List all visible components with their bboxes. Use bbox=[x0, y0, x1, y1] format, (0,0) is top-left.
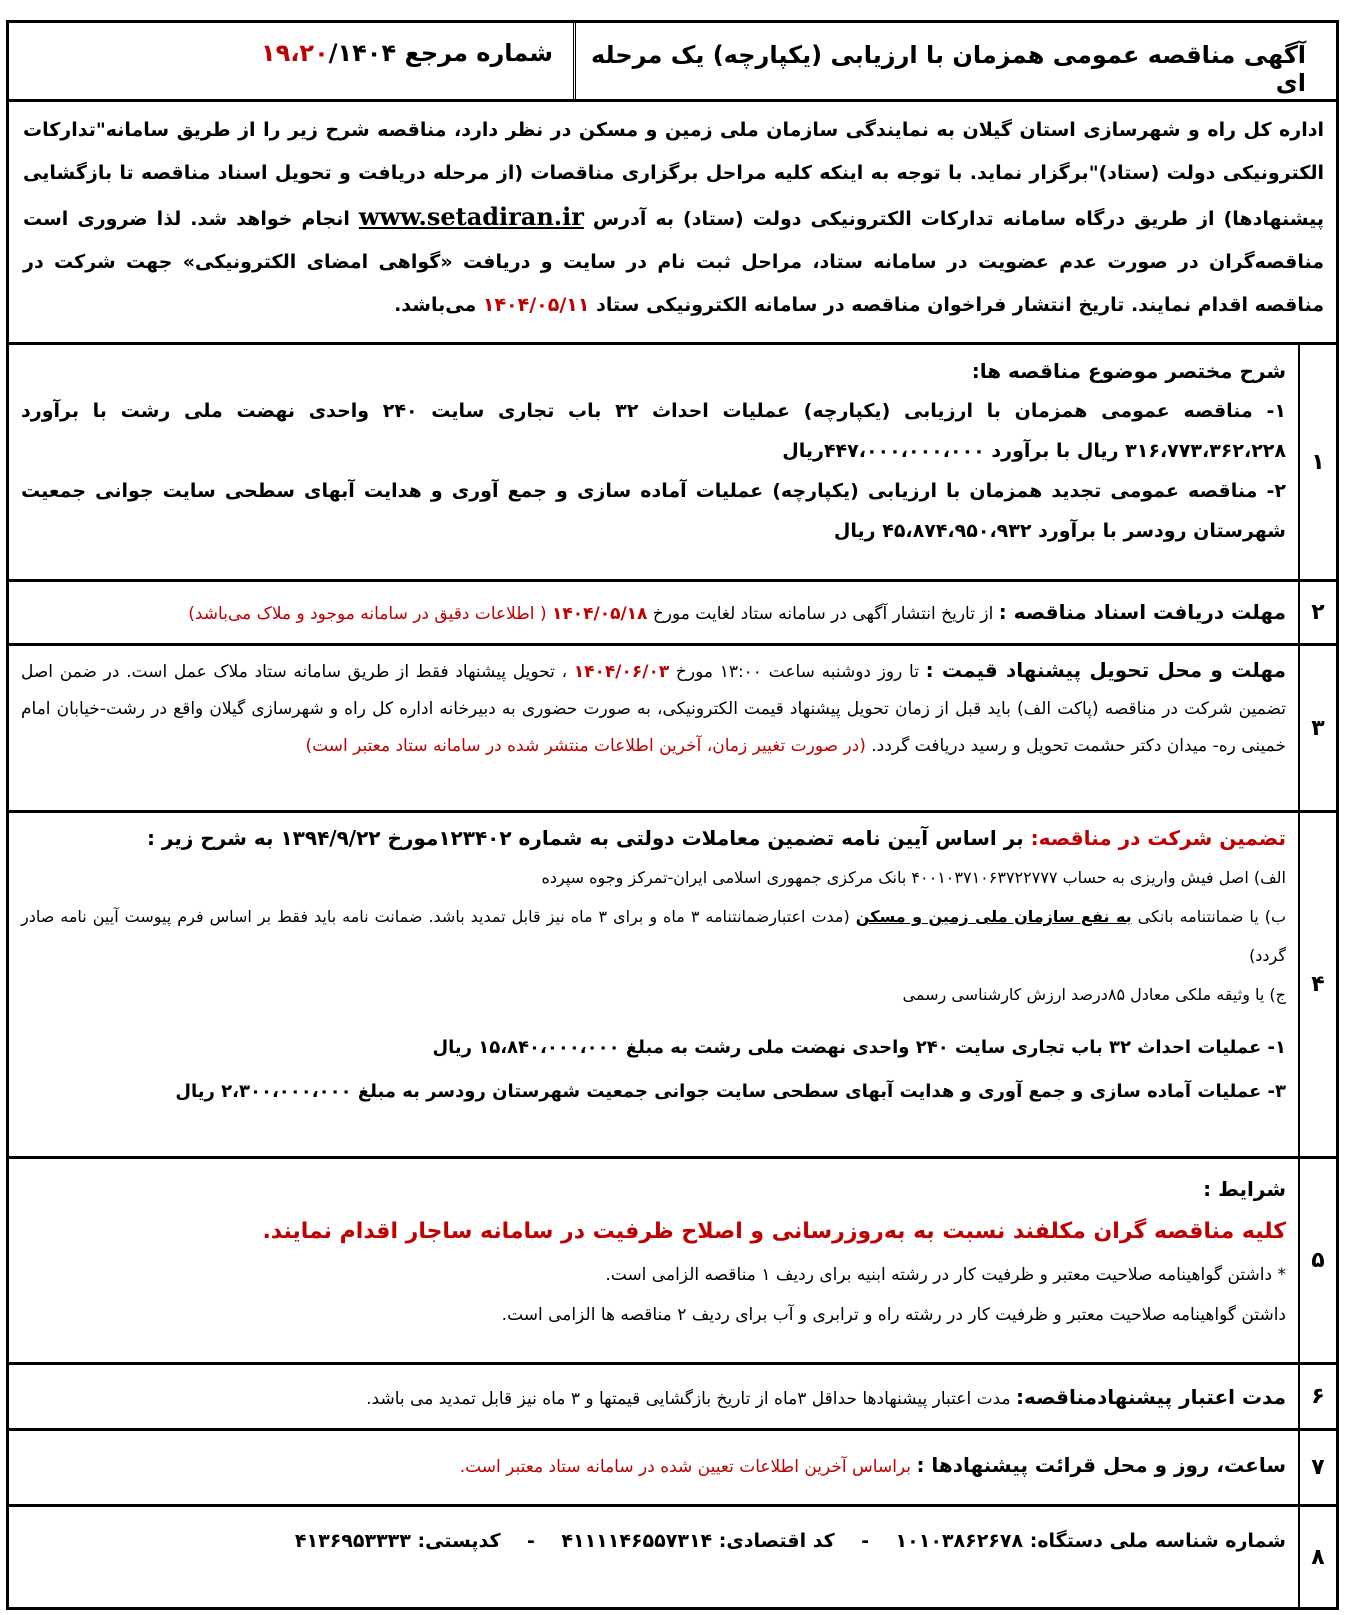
ref-year: /۱۴۰۴ bbox=[328, 39, 397, 67]
row-number: ۸ bbox=[1298, 1507, 1336, 1607]
option-b-start: ب) یا ضمانتنامه بانکی bbox=[1137, 907, 1287, 926]
row-number: ۷ bbox=[1298, 1431, 1336, 1504]
row-8-identifiers bbox=[9, 1507, 1336, 1607]
submission-details: ، تحویل پیشنهاد فقط از طریق سامانه ستاد ملاک عمل است. در ضمن اصل تضمین شرکت در مناقصه (پاکت الف) باید قبل از زمان تحویل پیشنهاد قیمت الکترونیکی، به صورت حضوری به دبیرخانه اداره کل راه و شهرسازی گیلان واقع در رشت-خیابان امام خمینی ره- میدان دکتر حشمت تحویل و رسید دریافت گردد. bbox=[21, 662, 1286, 756]
row-number: ۵ bbox=[1298, 1159, 1336, 1362]
row-6-validity bbox=[9, 1365, 1336, 1431]
submission-text: تا روز دوشنبه ساعت ۱۳:۰۰ مورخ bbox=[675, 662, 919, 682]
row-label: مهلت دریافت اسناد مناقصه : bbox=[998, 600, 1286, 624]
guarantee-basis: بر اساس آیین نامه تضمین معاملات دولتی به شماره ۱۲۳۴۰۲مورخ ۱۳۹۴/۹/۲۲ به شرح زیر : bbox=[146, 826, 1024, 850]
row-number: ۱ bbox=[1298, 345, 1336, 579]
guarantee-amount-1: ۱- عملیات احداث ۳۲ باب تجاری سایت ۲۴۰ واحدی نهضت ملی رشت به مبلغ ۱۵،۸۴۰،۰۰۰،۰۰۰ ریال bbox=[432, 1037, 1286, 1058]
guarantee-option-a: الف) اصل فیش واریزی به حساب ۴۰۰۱۰۳۷۱۰۶۳۷۲۲۷۷۷ بانک مرکزی جمهوری اسلامی ایران-تمرکز وجوه سپرده bbox=[541, 868, 1286, 887]
submission-date: ۱۴۰۴/۰۶/۰۳ bbox=[573, 662, 670, 682]
row-1-subject bbox=[9, 345, 1336, 582]
ref-label: شماره مرجع bbox=[404, 39, 553, 67]
row-label: مهلت و محل تحویل پیشنهاد قیمت : bbox=[925, 658, 1287, 682]
conditions-highlight: کلیه مناقصه گران مکلفند نسبت به به‌روزرسانی و اصلاح ظرفیت در سامانه ساجار اقدام نمایند. bbox=[262, 1219, 1286, 1244]
row-3-content bbox=[9, 646, 1298, 810]
submission-note: (در صورت تغییر زمان، آخرین اطلاعات منتشر شده در سامانه ستاد معتبر است) bbox=[305, 736, 866, 756]
row-3-bid-submission bbox=[9, 646, 1336, 813]
row-label: ساعت، روز و محل قرائت پیشنهادها : bbox=[916, 1453, 1286, 1477]
subject-item-2: ۲- مناقصه عمومی تجدید همزمان با ارزیابی (یکپارچه) عملیات آماده سازی و جمع آوری و هدایت آبهای سطحی سایت جوانی جمعیت شهرستان رودسر با برآورد ۴۵،۸۷۴،۹۵۰،۹۳۲ ریال bbox=[21, 480, 1286, 542]
row-label: شرح مختصر موضوع مناقصه ها: bbox=[971, 359, 1286, 383]
row-4-content bbox=[9, 813, 1298, 1156]
intro-paragraph bbox=[9, 99, 1336, 345]
condition-2: داشتن گواهینامه صلاحیت معتبر و ظرفیت کار در رشته راه و ترابری و آب برای ردیف ۲ مناقصه ها الزامی است. bbox=[501, 1305, 1286, 1325]
publish-date-suffix: می‌باشد. bbox=[394, 294, 477, 316]
option-b-beneficiary: به نفع سازمان ملی زمین و مسکن bbox=[855, 907, 1132, 926]
row-label: تضمین شرکت در مناقصه: bbox=[1030, 826, 1286, 850]
notice-title: آگهی مناقصه عمومی همزمان با ارزیابی (یکپارچه) یک مرحله ای bbox=[573, 23, 1336, 99]
subject-item-1: ۱- مناقصه عمومی همزمان با ارزیابی (یکپارچه) عملیات احداث ۳۲ باب تجاری سایت ۲۴۰ واحدی نهضت ملی رشت با برآورد ۳۱۶،۷۷۳،۳۶۲،۲۲۸ ریال با برآورد ۴۴۷،۰۰۰،۰۰۰،۰۰۰ریال bbox=[21, 400, 1286, 462]
row-5-conditions bbox=[9, 1159, 1336, 1365]
setadiran-link[interactable]: www.setadiran.ir bbox=[358, 202, 584, 231]
row-number: ۴ bbox=[1298, 813, 1336, 1156]
option-b-end: (مدت اعتبارضمانتنامه ۳ ماه و برای ۳ ماه نیز قابل تمدید باشد. ضمانت نامه باید فقط بر اساس فرم پیوست آیین نامه صادر گردد) bbox=[21, 907, 1286, 965]
row-6-content bbox=[9, 1365, 1298, 1428]
row-4-guarantee bbox=[9, 813, 1336, 1159]
row-label: مدت اعتبار پیشنهادمناقصه: bbox=[1016, 1385, 1286, 1409]
intro-text-continued: انجام خواهد شد. لذا ضروری است مناقصه‌گران در صورت عدم عضویت در سامانه ستاد، مراحل ثبت نام در سایت و دریافت «گواهی امضای الکترونیکی» جهت شرکت در مناقصه اقدام نمایند. تاریخ انتشار فراخوان مناقصه در سامانه الکترونیکی ستاد bbox=[23, 208, 1324, 316]
deadline-text: از تاریخ انتشار آگهی در سامانه ستاد لغایت مورخ bbox=[652, 604, 994, 624]
tender-notice bbox=[6, 20, 1339, 1610]
row-2-content bbox=[9, 582, 1298, 643]
guarantee-amount-2: ۳- عملیات آماده سازی و جمع آوری و هدایت آبهای سطحی سایت جوانی جمعیت شهرستان رودسر به مبلغ ۲،۳۰۰،۰۰۰،۰۰۰ ریال bbox=[175, 1081, 1286, 1102]
row-number: ۶ bbox=[1298, 1365, 1336, 1428]
ref-number: ۱۹،۲۰ bbox=[261, 39, 329, 67]
row-label: شرایط : bbox=[1203, 1177, 1286, 1201]
identifiers-text: شماره شناسه ملی دستگاه: ۱۰۱۰۳۸۶۲۶۷۸ - کد اقتصادی: ۴۱۱۱۱۴۶۵۵۷۳۱۴ - کدپستی: ۴۱۳۶۹۵۳۳۳۳ bbox=[294, 1530, 1286, 1552]
condition-1: * داشتن گواهینامه صلاحیت معتبر و ظرفیت کار در رشته ابنیه برای ردیف ۱ مناقصه الزامی است. bbox=[605, 1265, 1286, 1285]
row-2-document-deadline bbox=[9, 582, 1336, 646]
row-7-content bbox=[9, 1431, 1298, 1504]
intro-text: اداره کل راه و شهرسازی استان گیلان به نمایندگی سازمان ملی زمین و مسکن در نظر دارد، مناقصه شرح زیر را از طریق سامانه"تدارکات الکترونیکی دولت (ستاد)"برگزار نماید. با توجه به اینکه کلیه مراحل برگزاری مناقصات (از مرحله دریافت و تحویل اسناد مناقصه تا بازگشایی پیشنهادها) از طریق درگاه سامانه تدارکات الکترونیکی دولت (ستاد) به آدرس bbox=[23, 119, 1324, 230]
guarantee-option-c: ج) یا وثیقه ملکی معادل ۸۵درصد ارزش کارشناسی رسمی bbox=[902, 985, 1286, 1004]
notice-header bbox=[9, 23, 1336, 102]
reference-number bbox=[9, 23, 573, 99]
row-1-content bbox=[9, 345, 1298, 579]
row-7-opening bbox=[9, 1431, 1336, 1507]
deadline-date: ۱۴۰۴/۰۵/۱۸ bbox=[551, 604, 648, 624]
opening-text: براساس آخرین اطلاعات تعیین شده در سامانه ستاد معتبر است. bbox=[459, 1457, 912, 1477]
row-5-content bbox=[9, 1159, 1298, 1362]
guarantee-option-b bbox=[21, 897, 1286, 975]
row-number: ۲ bbox=[1298, 582, 1336, 643]
publish-date: ۱۴۰۴/۰۵/۱۱ bbox=[482, 294, 590, 316]
validity-text: مدت اعتبار پیشنهادها حداقل ۳ماه از تاریخ بازگشایی قیمتها و ۳ ماه نیز قابل تمدید می باشد. bbox=[366, 1389, 1011, 1409]
row-number: ۳ bbox=[1298, 646, 1336, 810]
deadline-note: ( اطلاعات دقیق در سامانه موجود و ملاک می‌باشد) bbox=[188, 604, 547, 624]
